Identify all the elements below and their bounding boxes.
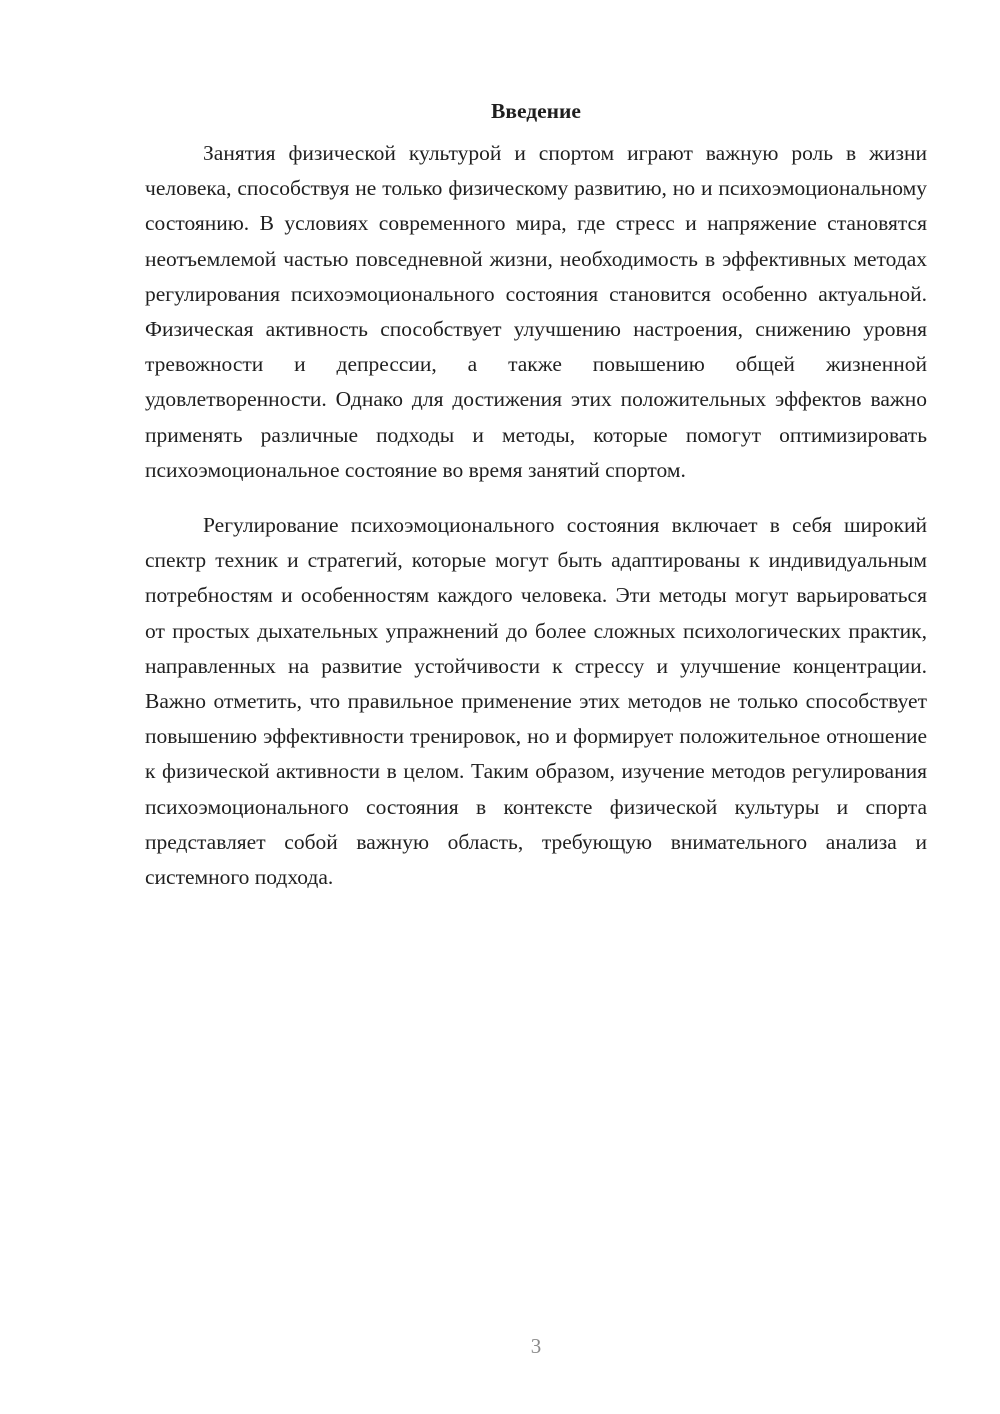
paragraph-1: Занятия физической культурой и спортом играют важную роль в жизни человека, способствуя не только физическому развитию, но и психоэмоциональному состоянию. В условиях современного мира, где стресс и напряжение становятся неотъемлемой частью повседневной жизни, необходимость в эффективных методах регулирования психоэмоционального состояния становится особенно актуальной. Физическая активность способствует улучшению настроения, снижению уровня тревожности и депрессии, а также повышению общей жизненной удовлетворенности. Однако для достижения этих положительных эффектов важно применять различные подходы и методы, которые помогут оптимизировать психоэмоциональное состояние во время занятий спортом. — [145, 141, 927, 482]
section-heading: Введение — [491, 99, 581, 123]
paragraph-2: Регулирование психоэмоционального состояния включает в себя широкий спектр техник и стратегий, которые могут быть адаптированы к индивидуальным потребностям и особенностям каждого человека. Эти методы могут варьироваться от простых дыхательных упражнений до более сложных психологических практик, направленных на развитие устойчивости к стрессу и улучшение концентрации. Важно отметить, что правильное применение этих методов не только способствует повышению эффективности тренировок, но и формирует положительное отношение к физической активности в целом. Таким образом, изучение методов регулирования психоэмоционального состояния в контексте физической культуры и спорта представляет собой важную область, требующую внимательного анализа и системного подхода. — [145, 513, 927, 890]
page-body — [145, 96, 927, 895]
page-number: 3 — [530, 1334, 542, 1358]
